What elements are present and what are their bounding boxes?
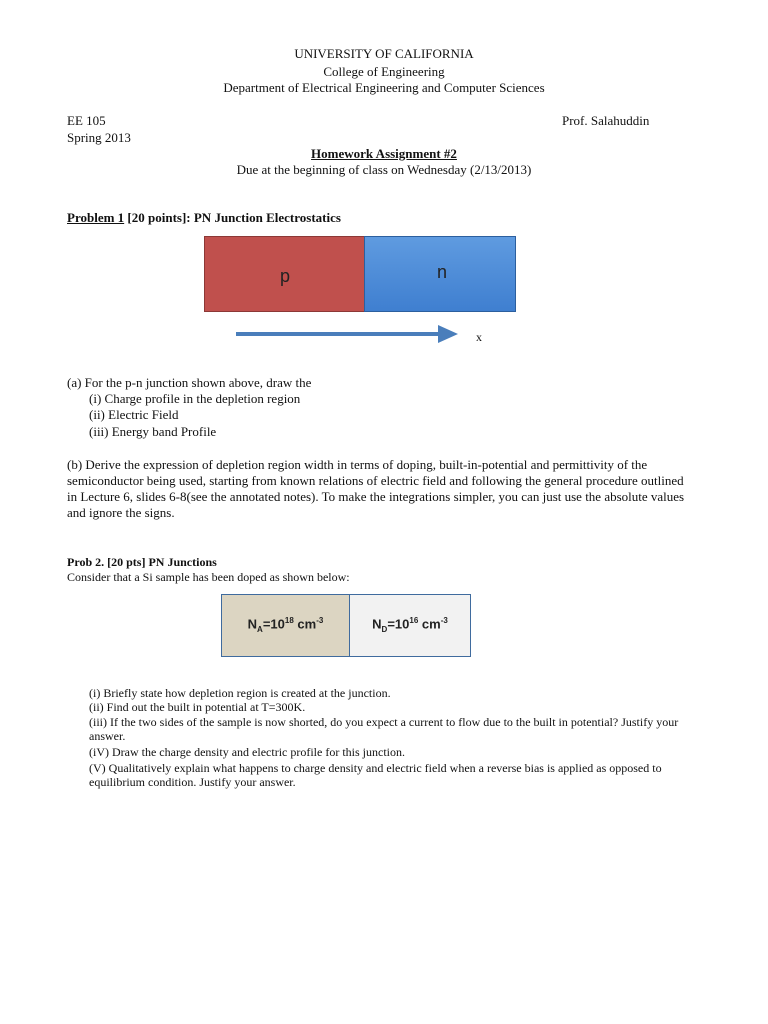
n-region	[364, 236, 516, 312]
acceptor-doping-cell	[222, 595, 350, 656]
part-a-item: (ii) Electric Field	[89, 407, 179, 422]
part-a-item: (iii) Energy band Profile	[89, 424, 217, 439]
course-term: Spring 2013	[67, 130, 131, 145]
part-a-intro: (a) For the p-n junction shown above, draw the	[67, 375, 312, 390]
problem1-heading	[67, 210, 341, 226]
problem2-intro: Consider that a Si sample has been doped as shown below:	[67, 570, 350, 584]
question-item: (iii) If the two sides of the sample is now shorted, do you expect a current to flow due to the built in potential? Justify your answer.	[89, 715, 679, 743]
professor-name: Prof. Salahuddin	[562, 113, 650, 128]
part-b-text: (b) Derive the expression of depletion region width in terms of doping, built-in-potential and permittivity of the semiconductor being used, starting from known relations of electric field and following the general procedure outlined in Lecture 6, slides 6-8(see the annotated notes). To make the integrations simpler, you can just use the absolute values and ignore the signs.	[67, 457, 685, 520]
part-a-item: (i) Charge profile in the depletion region	[89, 391, 301, 406]
course-code: EE 105	[67, 113, 106, 128]
n-region-label: n	[437, 262, 448, 282]
acceptor-doping-label: $N_A=10^{18}$ $cm^{-3}$	[247, 616, 324, 634]
question-item: (iV) Draw the charge density and electric profile for this junction.	[89, 745, 406, 759]
problem2-heading: Prob 2. [20 pts] PN Junctions	[67, 555, 217, 569]
problem1-points: [20 points]: PN Junction Electrostatics	[124, 210, 341, 225]
doping-diagram	[221, 594, 471, 657]
question-item: (V) Qualitatively explain what happens to charge density and electric field when a reverse bias is applied as opposed to equilibrium condition. Justify your answer.	[89, 761, 662, 789]
pn-junction-diagram	[204, 236, 516, 312]
department-name: Department of Electrical Engineering and Computer Sciences	[223, 80, 545, 95]
assignment-due: Due at the beginning of class on Wednesday (2/13/2013)	[236, 162, 532, 177]
p-region	[204, 236, 366, 312]
donor-doping-label: $N_D=10^{16}$ $cm^{-3}$	[372, 616, 448, 634]
problem1-label: Problem 1	[67, 210, 125, 225]
p-region-label: p	[280, 266, 291, 286]
question-item: (ii) Find out the built in potential at T=300K.	[89, 700, 306, 714]
question-item: (i) Briefly state how depletion region is created at the junction.	[89, 686, 391, 700]
x-axis-label: x	[476, 330, 482, 344]
assignment-title: Homework Assignment #2	[311, 146, 457, 161]
college-name: College of Engineering	[323, 64, 445, 79]
donor-doping-cell	[350, 595, 470, 656]
university-name: UNIVERSITY OF CALIFORNIA	[294, 46, 474, 61]
x-axis-arrow-icon	[234, 322, 464, 346]
